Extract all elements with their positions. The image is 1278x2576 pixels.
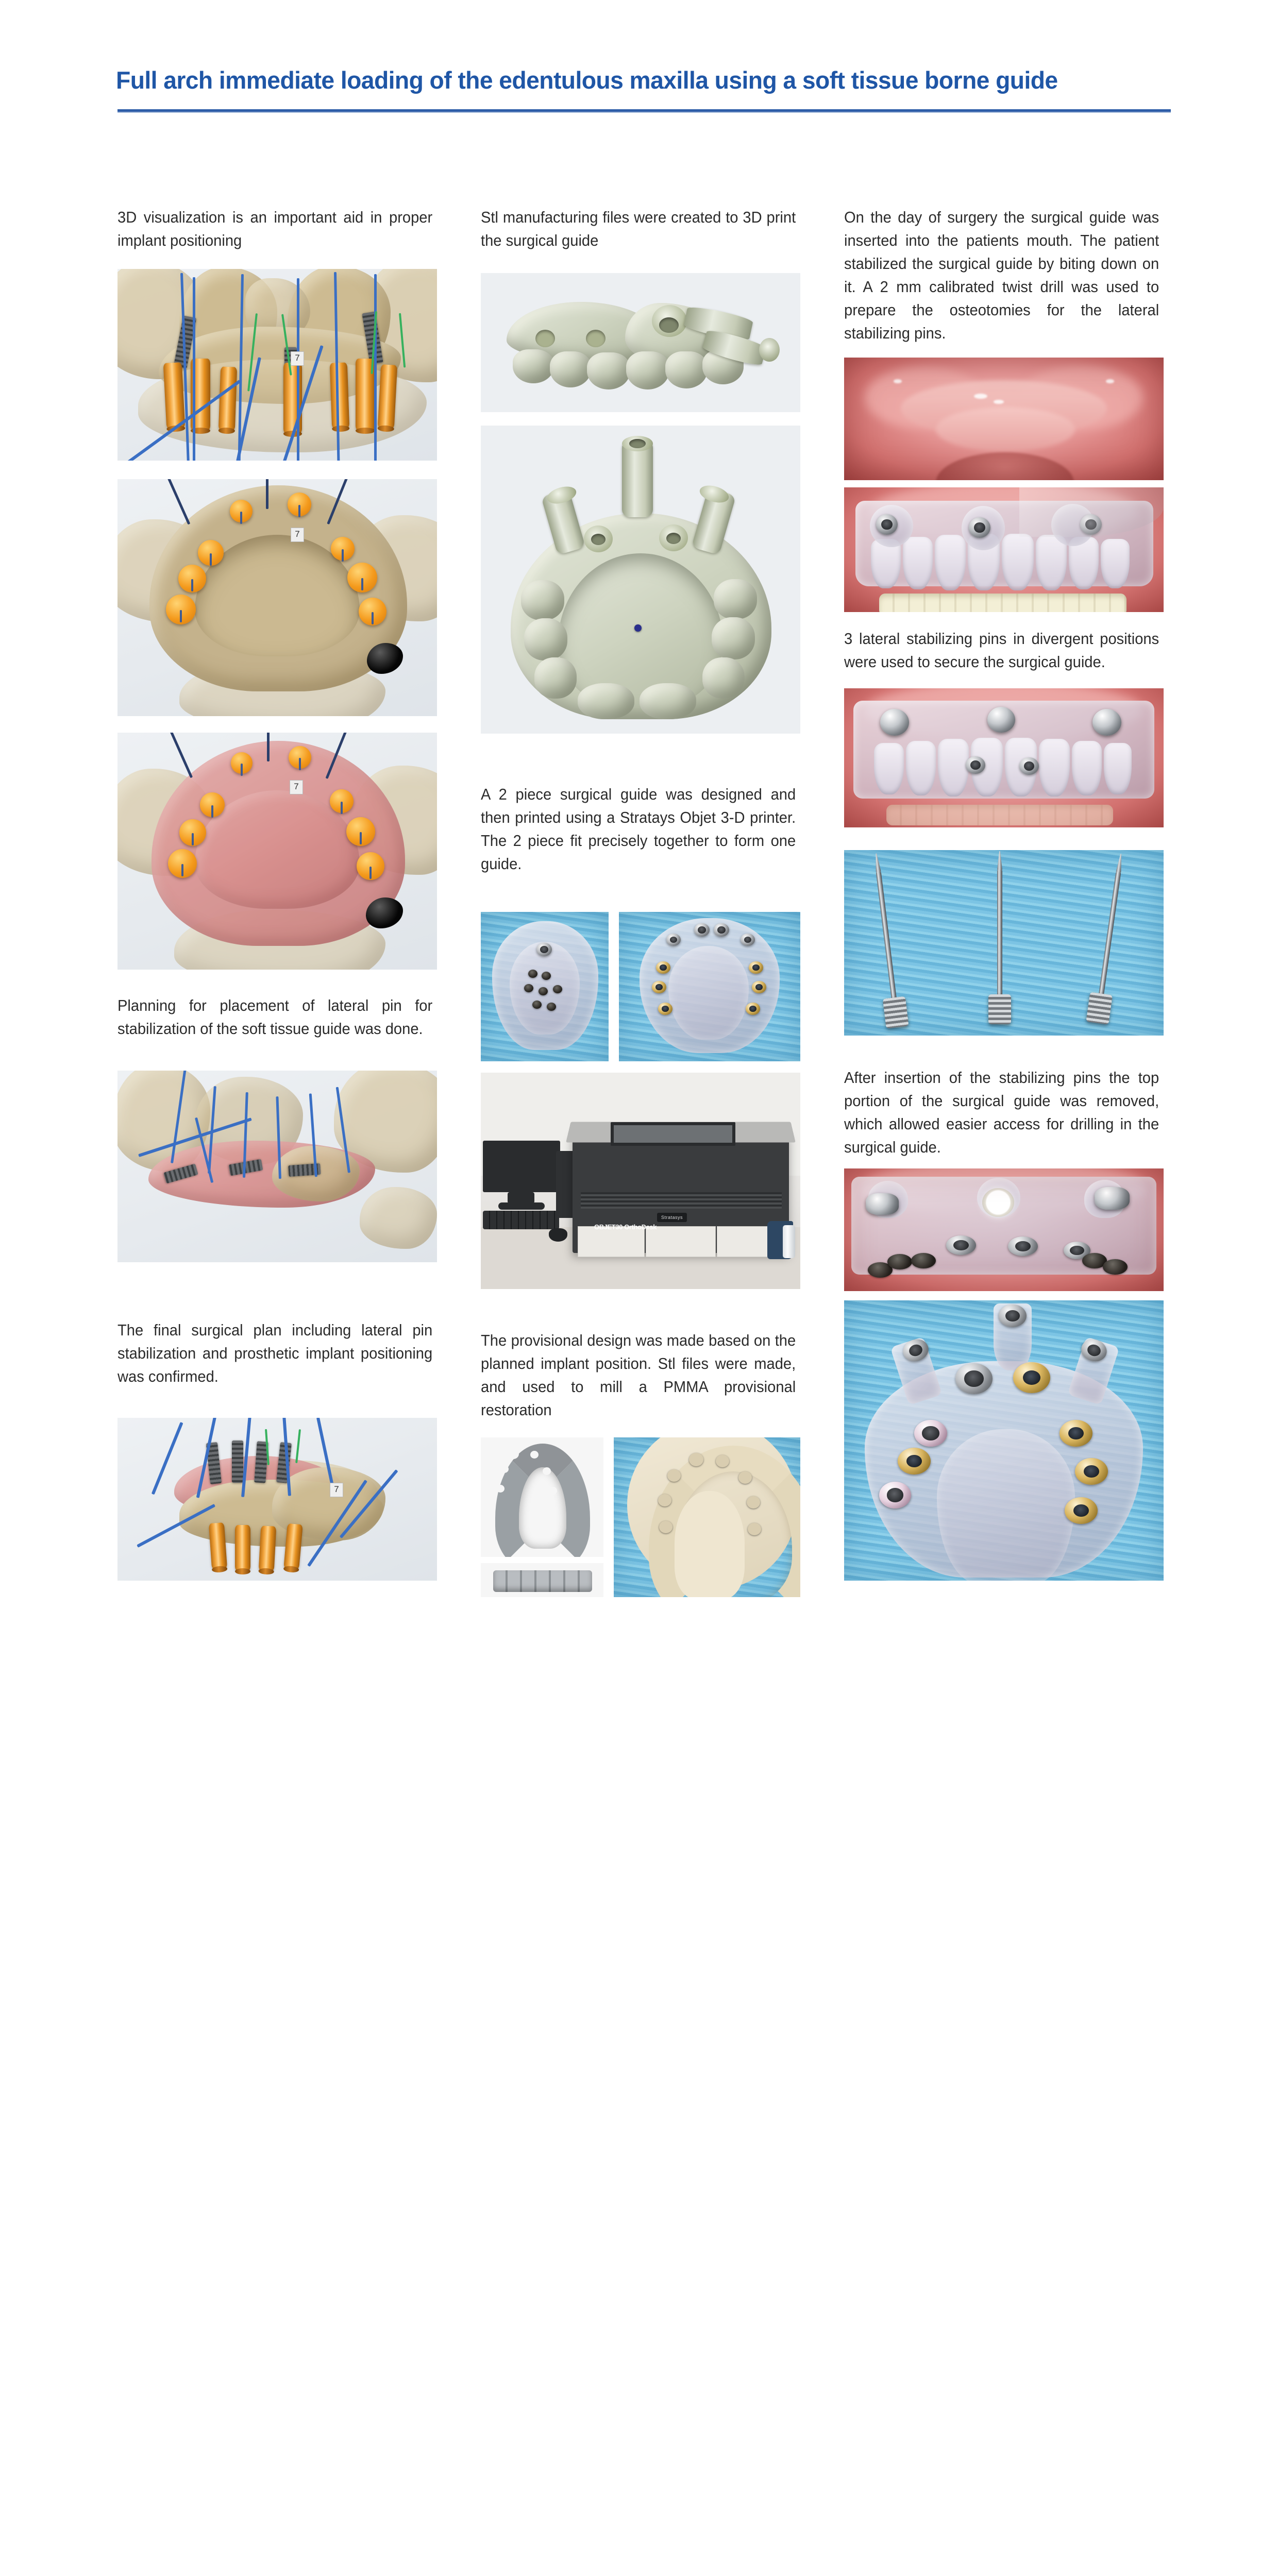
figure-cbct-frontal-implant-plan [117,269,437,461]
middle-paragraph-3: The provisional design was made based on the planned implant position. Stl files were made, and used to mill a PMMA provisional restoration [481,1332,796,1419]
figure-stabilizing-pins-on-drape [844,850,1164,1036]
title-underline-rule [117,109,1171,112]
figure-cbct-occlusal-implant-positions [117,479,437,716]
page-header [0,0,1278,121]
figure-guide-secured-with-lateral-pins [844,688,1164,827]
figure-guide-after-top-removal-in-mouth [844,1168,1164,1291]
stabilizing-pin [1086,866,1130,1022]
implant-marker-label: 7 [291,528,304,542]
figure-surgical-guide-seated-in-mouth [844,487,1164,612]
figure-stl-guide-occlusal-view [481,426,800,734]
implant-marker-label: 7 [291,351,304,366]
figure-pmma-cad-design-frontal [481,1563,603,1597]
right-paragraph-3: After insertion of the stabilizing pins the top portion of the surgical guide was removed, which allowed easier access for drilling in the surgical guide. [844,1069,1159,1156]
stabilizing-pin [867,866,908,1022]
implant-marker-label: 7 [330,1483,343,1497]
figure-printed-guide-two-piece-left [481,912,609,1061]
stabilizing-pin [988,865,1011,1021]
figure-printed-guide-two-piece-right [619,912,800,1061]
page-title: Full arch immediate loading of the edentulous maxilla using a soft tissue borne guide [116,66,1058,94]
figure-edentulous-maxilla-preop-photo [844,358,1164,480]
printer-brand-plate: Stratasys [657,1213,687,1222]
left-paragraph-3: The final surgical plan including lateral pin stabilization and prosthetic implant positioning was confirmed. [117,1321,433,1385]
page-footer [0,1669,1278,1772]
right-paragraph-2: 3 lateral stabilizing pins in divergent positions were used to secure the surgical guide. [844,630,1159,671]
implant-marker-label: 7 [290,780,303,794]
left-paragraph-1: 3D visualization is an important aid in proper implant positioning [117,209,433,249]
printer-model-logo: OBJET30 OrthoDesk [594,1223,657,1231]
figure-milled-pmma-provisional-on-model [614,1437,800,1597]
middle-paragraph-2: A 2 piece surgical guide was designed and then printed using a Stratays Objet 3-D printer. The 2 piece fit precisely together to form one guide. [481,786,796,873]
figure-objet30-orthodesk-3d-printer [481,1073,800,1289]
figure-cbct-occlusal-soft-tissue-overlay [117,733,437,970]
right-paragraph-1: On the day of surgery the surgical guide was inserted into the patients mouth. The patient stabilized the surgical guide by biting down on it. A 2 mm calibrated twist drill was used to prepare the osteotomies for the lateral stabilizing pins. [844,209,1159,342]
figure-cbct-lateral-pin-planning [117,1071,437,1262]
figure-final-surgical-plan-render [117,1418,437,1581]
figure-stl-guide-lateral-view [481,273,800,412]
middle-paragraph-1: Stl manufacturing files were created to 3D print the surgical guide [481,209,796,249]
figure-pmma-cad-design-occlusal [481,1437,603,1557]
left-paragraph-2: Planning for placement of lateral pin for stabilization of the soft tissue guide was done. [117,997,433,1038]
figure-lower-guide-portion-on-drape [844,1300,1164,1581]
